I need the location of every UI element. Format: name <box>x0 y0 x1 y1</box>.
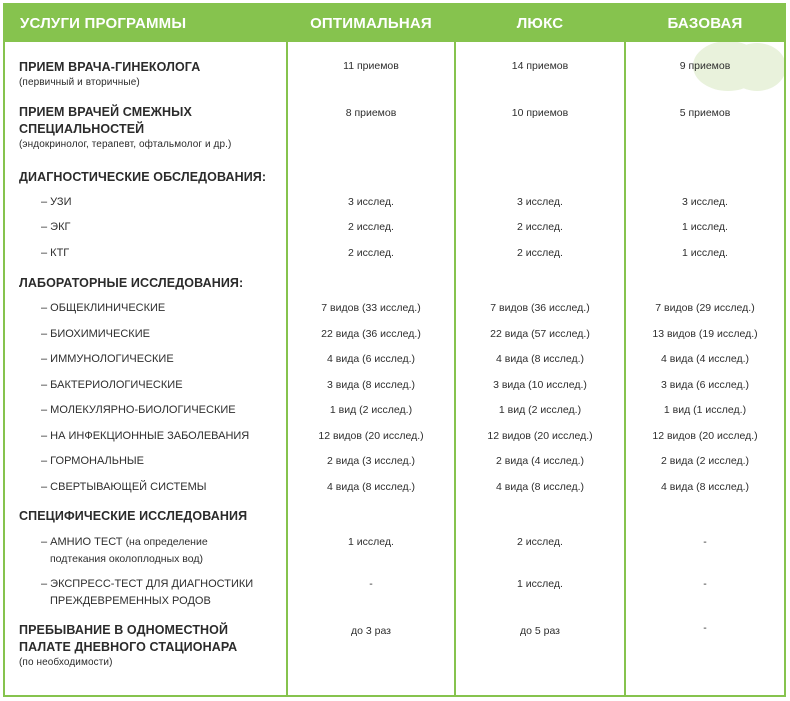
cell-ekg-optimal: 2 исслед. <box>348 221 394 233</box>
cell-related-optimal: 8 приемов <box>345 107 397 119</box>
section-laboratory: ЛАБОРАТОРНЫЕ ИССЛЕДОВАНИЯ: <box>19 276 244 290</box>
cell-hormonal-lux: 2 вида (4 исслед.) <box>496 455 584 467</box>
row-label-immuno: – ИММУНОЛОГИЧЕСКИЕ <box>41 353 174 365</box>
cell-uzi-optimal: 3 исслед. <box>348 196 394 208</box>
row-label-related-specialists <box>19 104 231 152</box>
cell-infect-basic: 12 видов (20 исслед.) <box>652 430 758 442</box>
row-label-amnio <box>41 534 208 568</box>
express-label-2: ПРЕЖДЕВРЕМЕННЫХ РОДОВ <box>50 595 211 607</box>
cell-ktg-lux: 2 исслед. <box>517 247 563 259</box>
cell-infect-lux: 12 видов (20 исслед.) <box>487 430 593 442</box>
cell-related-basic: 5 приемов <box>679 107 731 119</box>
cell-coag-optimal: 4 вида (8 исслед.) <box>327 481 415 493</box>
cell-express-optimal: - <box>369 578 373 590</box>
cell-gyn-lux: 14 приемов <box>511 60 569 72</box>
row-label-gynecologist <box>19 59 200 90</box>
cell-general-lux: 7 видов (36 исслед.) <box>490 302 590 314</box>
cell-immuno-lux: 4 вида (8 исслед.) <box>496 353 584 365</box>
cell-biochem-optimal: 22 вида (36 исслед.) <box>321 328 421 340</box>
cell-biochem-lux: 22 вида (57 исслед.) <box>490 328 590 340</box>
related-label-1: ПРИЕМ ВРАЧЕЙ СМЕЖНЫХ <box>19 105 192 119</box>
cell-express-basic: - <box>703 578 707 590</box>
row-label-hormonal: – ГОРМОНАЛЬНЫЕ <box>41 455 144 467</box>
express-label-1: – ЭКСПРЕСС-ТЕСТ ДЛЯ ДИАГНОСТИКИ <box>41 578 254 590</box>
row-label-stay <box>19 622 237 670</box>
amnio-label: – АМНИО ТЕСТ <box>41 536 123 548</box>
related-sub: (эндокринолог, терапевт, офтальмолог и др.) <box>19 139 232 150</box>
cell-uzi-basic: 3 исслед. <box>682 196 728 208</box>
cell-immuno-optimal: 4 вида (6 исслед.) <box>327 353 415 365</box>
stay-label-1: ПРЕБЫВАНИЕ В ОДНОМЕСТНОЙ <box>19 623 229 637</box>
row-label-coag: – СВЕРТЫВАЮЩЕЙ СИСТЕМЫ <box>41 481 207 493</box>
row-label-ekg: – ЭКГ <box>41 221 71 233</box>
header-basic: БАЗОВАЯ <box>626 5 784 42</box>
amnio-note-1: (на определение <box>125 536 208 548</box>
cell-stay-basic: - <box>703 622 707 634</box>
cell-bacterio-optimal: 3 вида (8 исслед.) <box>327 379 415 391</box>
section-specific: СПЕЦИФИЧЕСКИЕ ИССЛЕДОВАНИЯ <box>19 509 248 523</box>
header-lux: ЛЮКС <box>456 5 624 42</box>
cell-amnio-basic: - <box>703 536 707 548</box>
cell-ktg-basic: 1 исслед. <box>682 247 728 259</box>
cell-hormonal-basic: 2 вида (2 исслед.) <box>661 455 749 467</box>
cell-immuno-basic: 4 вида (4 исслед.) <box>661 353 749 365</box>
row-label-bacterio: – БАКТЕРИОЛОГИЧЕСКИЕ <box>41 379 183 391</box>
cell-bacterio-basic: 3 вида (6 исслед.) <box>661 379 749 391</box>
related-label-2: СПЕЦИАЛЬНОСТЕЙ <box>19 122 145 136</box>
stay-sub: (по необходимости) <box>19 657 113 668</box>
cell-coag-lux: 4 вида (8 исслед.) <box>496 481 584 493</box>
row-label-biochem: – БИОХИМИЧЕСКИЕ <box>41 328 150 340</box>
cell-gyn-optimal: 11 приемов <box>343 60 399 72</box>
cell-amnio-optimal: 1 исслед. <box>348 536 394 548</box>
gyn-label: ПРИЕМ ВРАЧА-ГИНЕКОЛОГА <box>19 60 201 74</box>
cell-express-lux: 1 исслед. <box>517 578 563 590</box>
cell-ekg-lux: 2 исслед. <box>517 221 563 233</box>
header-services: УСЛУГИ ПРОГРАММЫ <box>5 5 288 42</box>
cell-amnio-lux: 2 исслед. <box>517 536 563 548</box>
cell-general-basic: 7 видов (29 исслед.) <box>655 302 755 314</box>
services-table <box>3 3 786 697</box>
cell-molbio-basic: 1 вид (1 исслед.) <box>663 404 747 416</box>
header-optimal: ОПТИМАЛЬНАЯ <box>288 5 454 42</box>
row-label-general: – ОБЩЕКЛИНИЧЕСКИЕ <box>41 302 166 314</box>
stay-label-2: ПАЛАТЕ ДНЕВНОГО СТАЦИОНАРА <box>19 640 238 654</box>
cell-biochem-basic: 13 видов (19 исслед.) <box>652 328 758 340</box>
cell-stay-lux: до 5 раз <box>519 625 561 637</box>
row-label-ktg: – КТГ <box>41 247 70 259</box>
cell-molbio-lux: 1 вид (2 исслед.) <box>498 404 582 416</box>
cell-ekg-basic: 1 исслед. <box>682 221 728 233</box>
row-label-infect: – НА ИНФЕКЦИОННЫЕ ЗАБОЛЕВАНИЯ <box>41 430 250 442</box>
cell-infect-optimal: 12 видов (20 исслед.) <box>318 430 424 442</box>
row-label-express <box>41 576 253 610</box>
cell-related-lux: 10 приемов <box>511 107 569 119</box>
cell-stay-optimal: до 3 раз <box>350 625 392 637</box>
amnio-note-2: подтекания околоплодных вод) <box>50 553 203 565</box>
cell-coag-basic: 4 вида (8 исслед.) <box>661 481 749 493</box>
gyn-sub: (первичный и вторичные) <box>19 77 140 88</box>
row-label-molbio: – МОЛЕКУЛЯРНО-БИОЛОГИЧЕСКИЕ <box>41 404 236 416</box>
cell-bacterio-lux: 3 вида (10 исслед.) <box>493 379 587 391</box>
cell-hormonal-optimal: 2 вида (3 исслед.) <box>327 455 415 467</box>
section-diagnostics: ДИАГНОСТИЧЕСКИЕ ОБСЛЕДОВАНИЯ: <box>19 170 267 184</box>
cell-uzi-lux: 3 исслед. <box>517 196 563 208</box>
cell-gyn-basic: 9 приемов <box>679 60 731 72</box>
cell-general-optimal: 7 видов (33 исслед.) <box>321 302 421 314</box>
cell-molbio-optimal: 1 вид (2 исслед.) <box>329 404 413 416</box>
row-label-uzi: – УЗИ <box>41 196 72 208</box>
cell-ktg-optimal: 2 исслед. <box>348 247 394 259</box>
